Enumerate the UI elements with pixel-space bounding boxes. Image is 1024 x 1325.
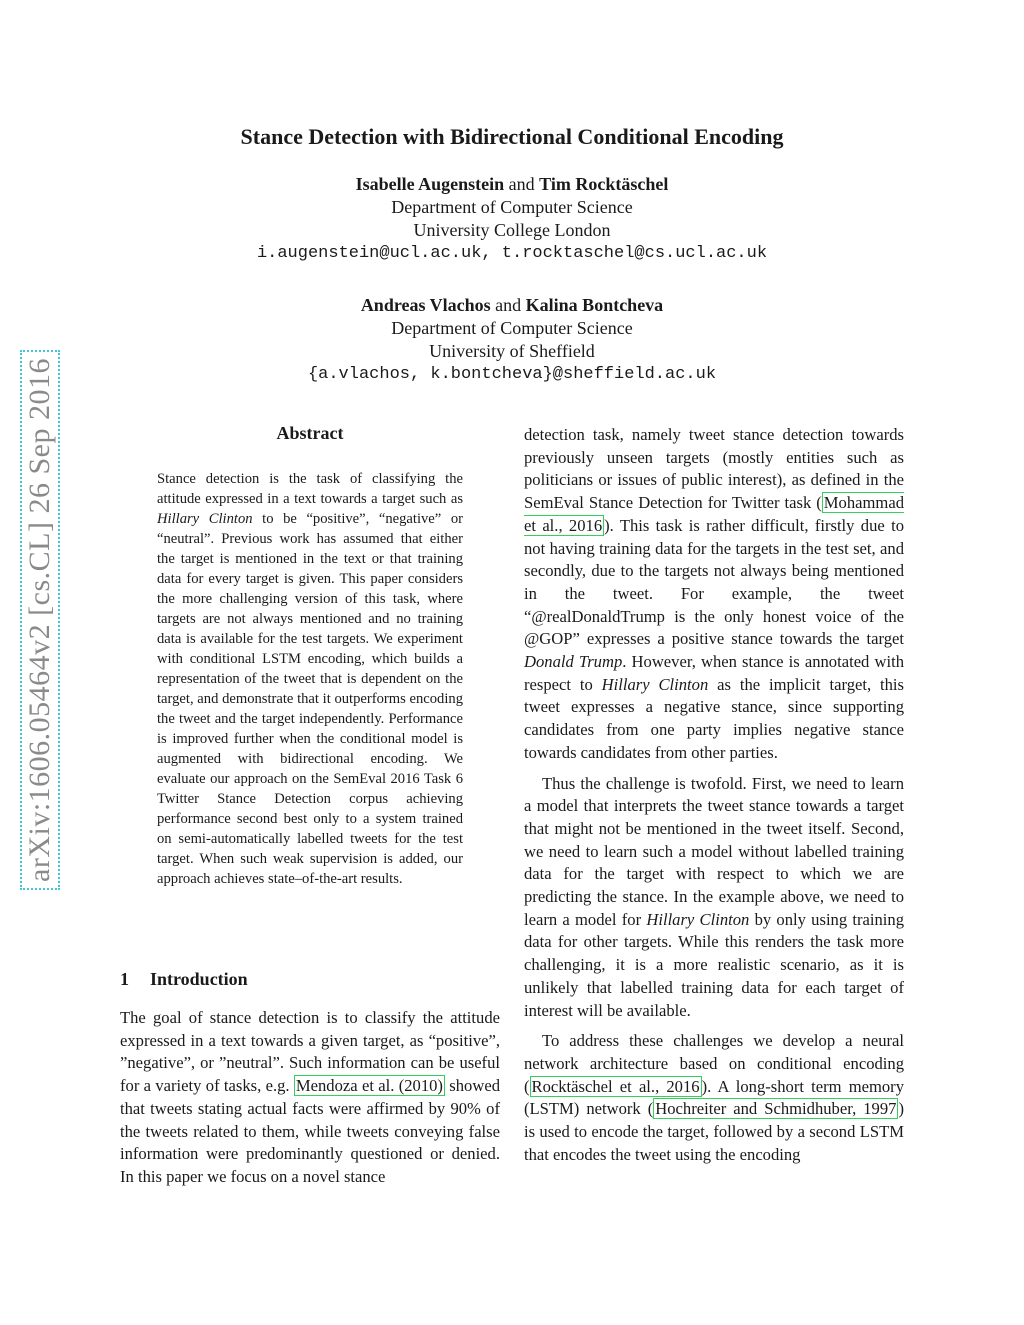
author-name: Andreas Vlachos bbox=[360, 295, 491, 315]
section-number: 1 bbox=[120, 969, 129, 989]
italic-target: Donald Trump bbox=[524, 652, 623, 672]
author-institution: University of Sheffield bbox=[429, 341, 595, 361]
arxiv-identifier-stamp: arXiv:1606.05464v2 [cs.CL] 26 Sep 2016 bbox=[20, 350, 60, 890]
body-text: ). This task is rather difficult, firstly due to not having training data for the targets in the test set, and secondly, due to the targets not always being mentioned in the tweet. For example, the tweet “@realDonaldTrump is the only honest voice of the @GOP” expresses a positive stance towards the target bbox=[524, 515, 905, 649]
author-department: Department of Computer Science bbox=[391, 197, 633, 217]
author-block-ucl bbox=[0, 173, 1024, 265]
abstract-text-part: Stance detection is the task of classifying the attitude expressed in a text towards a target such as bbox=[157, 471, 463, 507]
body-text: ). A long-short term memory (LSTM) network ( bbox=[524, 1076, 904, 1119]
section-heading-introduction bbox=[120, 969, 248, 990]
paragraph bbox=[524, 424, 904, 765]
body-text: detection task, namely tweet stance detection towards previously unseen targets (mostly entities such as politicians or issues of public interest), as defined in the SemEval Stance Detection for Twitter task ( bbox=[524, 425, 904, 513]
author-conjunction: and bbox=[495, 295, 522, 315]
author-name: Tim Rocktäschel bbox=[539, 174, 669, 194]
author-institution: University College London bbox=[413, 220, 611, 240]
author-emails: {a.vlachos, k.bontcheva}@sheffield.ac.uk bbox=[307, 365, 717, 384]
body-text: To address these challenges we develop a neural network architecture based on conditional encoding ( bbox=[524, 1031, 904, 1096]
paper-title: Stance Detection with Bidirectional Conditional Encoding bbox=[240, 124, 784, 149]
abstract-text bbox=[157, 469, 463, 889]
abstract-italic-target: Hillary Clinton bbox=[157, 511, 253, 527]
citation-link[interactable]: Mohammad et al., 2016 bbox=[524, 493, 904, 535]
body-text: showed that tweets stating actual facts were affirmed by 90% of the tweets related to them, while tweets conveying false information were predominantly questioned or denied. In this paper we focus on a novel stance bbox=[120, 1076, 500, 1186]
citation-link[interactable]: Rocktäschel et al., 2016 bbox=[531, 1076, 700, 1096]
body-text: ) is used to encode the target, followed by a second LSTM that encodes the tweet using the encoding bbox=[524, 1099, 904, 1164]
author-names bbox=[0, 173, 1024, 196]
author-name: Kalina Bontcheva bbox=[525, 295, 664, 315]
paragraph bbox=[524, 1030, 904, 1166]
author-names bbox=[0, 294, 1024, 317]
section-title: Introduction bbox=[150, 969, 248, 989]
body-text: The goal of stance detection is to classify the attitude expressed in a text towards a given target, as “positive”, ”negative”, or ”neutral”. Such information can be useful for a variety of tasks, e.g. bbox=[120, 1008, 500, 1096]
author-conjunction: and bbox=[508, 174, 535, 194]
introduction-paragraph bbox=[120, 1007, 500, 1189]
abstract-text-part: to be “positive”, “negative” or “neutral”. Previous work has assumed that either the target is mentioned in the text or that training data for every target is given. This paper considers the more challenging version of this task, where targets are not always mentioned and no training data is available for the test targets. We experiment with conditional LSTM encoding, which builds a representation of the tweet that is dependent on the target, and demonstrate that it outperforms encoding the tweet and the target independently. Performance is improved further when the conditional model is augmented with bidirectional encoding. We evaluate our approach on the SemEval 2016 Task 6 Twitter Stance Detection corpus achieving performance second best only to a system trained on semi-automatically labelled tweets for the test target. When such weak supervision is added, our approach achieves state–of-the-art results. bbox=[157, 511, 463, 887]
body-text: as the implicit target, this tweet expresses a negative stance, since supporting candidates from one party implies negative stance towards candidates from other parties. bbox=[524, 674, 904, 762]
right-column-text bbox=[524, 424, 904, 1167]
author-emails: i.augenstein@ucl.ac.uk, t.rocktaschel@cs.ucl.ac.uk bbox=[256, 244, 768, 263]
author-name: Isabelle Augenstein bbox=[355, 174, 505, 194]
italic-target: Hillary Clinton bbox=[646, 909, 750, 929]
body-text: by only using training data for other targets. While this renders the task more challenging, it is a more realistic scenario, as it is unlikely that labelled training data for each target of interest will be available. bbox=[524, 909, 905, 1020]
italic-target: Hillary Clinton bbox=[601, 674, 709, 694]
citation-link[interactable]: Hochreiter and Schmidhuber, 1997 bbox=[655, 1099, 897, 1119]
body-text: Thus the challenge is twofold. First, we need to learn a model that interprets the tweet stance towards a target that might not be mentioned in the tweet itself. Second, we need to learn such a model without labelled training data for the target with respect to which we are predicting the stance. In the example above, we need to learn a model for bbox=[524, 773, 904, 929]
author-block-sheffield bbox=[0, 294, 1024, 386]
abstract-heading: Abstract bbox=[276, 423, 344, 443]
citation-link[interactable]: Mendoza et al. (2010) bbox=[295, 1076, 443, 1096]
paragraph bbox=[524, 773, 904, 1023]
body-text: . However, when stance is annotated with respect to bbox=[524, 652, 904, 694]
author-department: Department of Computer Science bbox=[391, 318, 633, 338]
